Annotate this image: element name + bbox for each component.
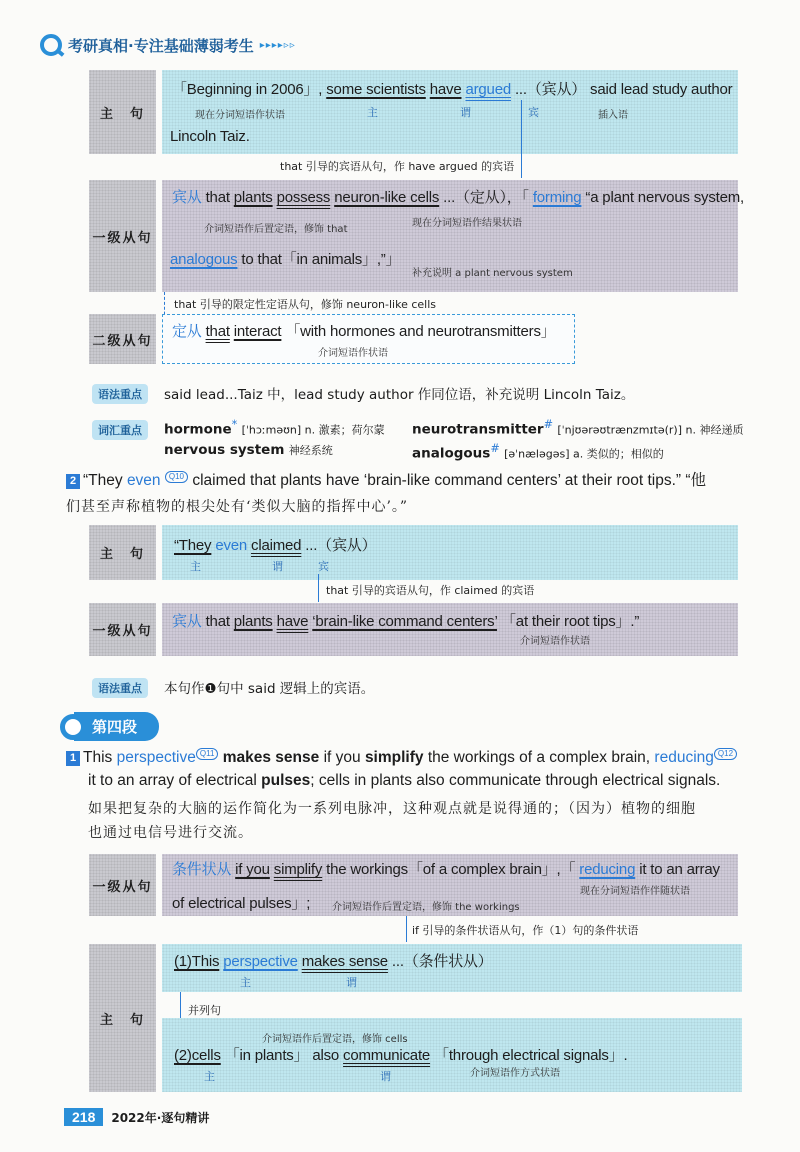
main-clause-line-2: (2)cells 「in plants」 also communicate 「through electrical signals」. [174,1047,628,1064]
ann-supplement: 补充说明 a plant nervous system [412,268,573,279]
grammar-tag: 语法重点 [92,384,148,404]
note-that-clause: that 引导的宾语从句，作 claimed 的宾语 [326,584,535,597]
tag-predicate: 谓 [380,1070,391,1083]
vocab-item: nervous system 神经系统 [164,442,333,458]
label-main-clause: 主 句 [89,525,156,580]
tag-predicate: 谓 [346,976,357,989]
ann-prep-adv: 介词短语作状语 [520,636,590,647]
sentence-2-zh: 们甚至声称植物的根尖处有‘类似大脑的指挥中心’。” [66,499,409,515]
main-clause-line: “They even claimed ...（宾从） [174,537,377,554]
ann-cells: 介词短语作后置定语，修饰 cells [262,1034,408,1045]
section-heading [60,712,159,741]
grammar-text: said lead...Taiz 中，lead study author 作同位语，补充说明 Lincoln Taiz。 [164,387,635,403]
section-title: 第四段 [74,712,159,741]
tag-object: 宾 [528,106,539,119]
label-main-clause: 主 句 [89,70,156,154]
book-title: 2022年·逐句精讲 [111,1110,210,1125]
label-main-clause: 主 句 [89,944,156,1092]
ann-accompany: 现在分词短语作伴随状语 [580,886,690,897]
header-title: 考研真相·专注基础薄弱考生 [68,36,254,55]
label-sub1: 一级从句 [89,180,156,292]
label-sub1: 一级从句 [89,603,156,656]
ann-prep-attr: 介词短语作后置定语，修饰 the workings [332,902,520,913]
ann-manner: 介词短语作方式状语 [470,1068,560,1079]
sub2-line: 定从 that interact 「with hormones and neurotransmitters」 [172,323,556,340]
label-sub1: 一级从句 [89,854,156,916]
vocab-tag: 词汇重点 [92,420,148,440]
para4-line1: 1 This perspective Q11 makes sense if you simplify the workings of a complex brain, reducing Q12 [66,748,737,767]
grammar-text: 本句作❶句中 said 逻辑上的宾语。 [164,681,375,697]
ann-insert: 插入语 [598,110,628,121]
para4-zh2: 也通过电信号进行交流。 [88,825,253,841]
label-sub2: 二级从句 [89,314,156,364]
para4-line2: it to an array of electrical pulses; cells in plants also communicate through electrical signals. [88,772,721,789]
connector-line [406,916,407,942]
sentence-2-en: 2 “They even Q10 claimed that plants have ‘brain-like command centers’ at their root tips.” “他 [66,468,706,490]
ann-prep-attr: 介词短语作后置定语，修饰 that [204,224,348,235]
tag-subject: 主 [367,106,378,119]
vocab-item: hormone* [ˈhɔːməʊn] n. 激素；荷尔蒙 [164,418,385,438]
ann-result: 现在分词短语作结果状语 [412,218,522,229]
grammar-tag: 语法重点 [92,678,148,698]
tag-subject: 主 [204,1070,215,1083]
sub1-line2: of electrical pulses」; [172,895,311,912]
sub1-line: 宾从 that plants have ‘brain-like command centers’ 「at their root tips」.” [172,613,640,630]
connector-line [521,100,522,178]
page-number: 218 [64,1108,103,1126]
tag-predicate: 谓 [272,560,283,573]
page-header [40,30,296,60]
vocab-item: neurotransmitter# [ˈnjʊərəʊtrænzmɪtə(r)] n. 神经递质 [412,418,744,438]
tag-predicate: 谓 [460,106,471,119]
main-clause-line1: 「Beginning in 2006」, some scientists have argued ...（宾从） said lead study author [172,81,733,98]
ann-prep-adv: 介词短语作状语 [318,348,388,359]
header-arrows-icon: ▸▸▸▸▹▹ [259,39,296,51]
note-if-clause: if 引导的条件状语从句，作（1）句的条件状语 [412,924,639,937]
tag-object: 宾 [318,560,329,573]
tag-subject: 主 [240,976,251,989]
note-coordinate: 并列句 [188,1004,221,1017]
main-clause-line2: Lincoln Taiz. [170,128,250,145]
para4-zh1: 如果把复杂的大脑的运作简化为一系列电脉冲，这种观点就是说得通的；（因为）植物的细胞 [88,801,696,817]
vocab-item: analogous# [əˈnæləgəs] a. 类似的；相似的 [412,442,664,462]
sub1-line2: analogous to that「in animals」,”」 [170,251,401,268]
sub1-line1: 宾从 that plants possess neuron-like cells ...（定从），「 forming “a plant nervous system, [172,189,745,206]
sub1-line1: 条件状从 if you simplify the workings「of a complex brain」,「 reducing it to an array [172,861,720,878]
note-attr-clause: that 引导的限定性定语从句，修饰 neuron-like cells [174,298,437,311]
connector-line [318,574,319,602]
main-clause-line-1: (1)This perspective makes sense ...（条件状从） [174,953,493,970]
magnifier-icon [60,714,86,740]
tag-subject: 主 [190,560,201,573]
magnifier-logo-icon [40,34,62,56]
note-that-clause: that 引导的宾语从句，作 have argued 的宾语 [280,160,515,173]
page-footer [64,1108,209,1126]
ann-participle: 现在分词短语作状语 [195,110,285,121]
